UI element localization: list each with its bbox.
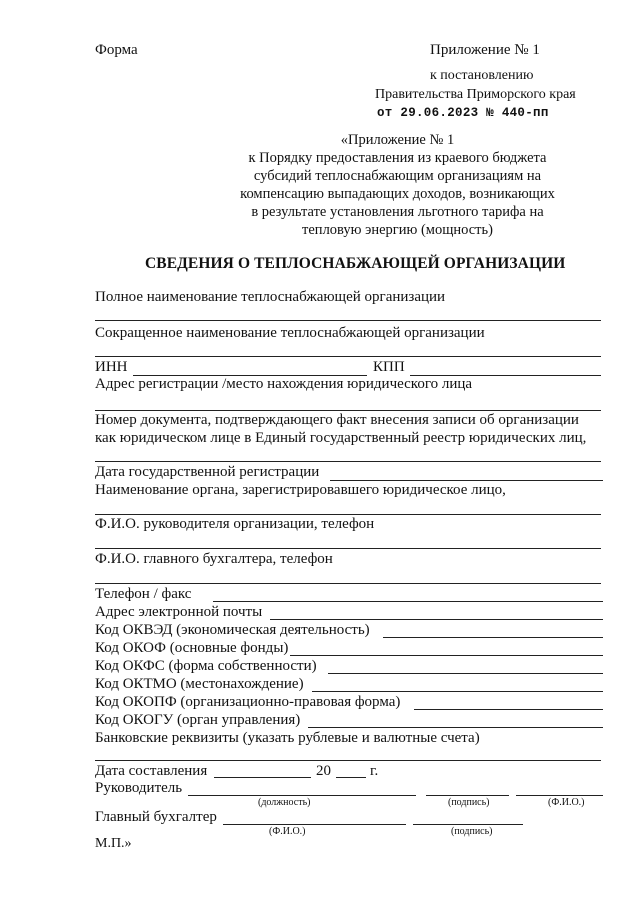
kpp-label: КПП [373,359,405,375]
caption-fio: (Ф.И.О.) [548,797,585,808]
accountant-fio-line[interactable] [223,824,406,825]
annex-line: в результате установления льготного тарифа на [251,204,544,220]
email-line[interactable] [270,619,603,620]
form-label: Форма [95,42,138,58]
email-label: Адрес электронной почты [95,604,263,620]
full-name-line[interactable] [95,320,601,321]
address-label: Адрес регистрации /место нахождения юридического лица [95,376,473,392]
annex-line: «Приложение № 1 [340,132,455,148]
doc-number-label: Номер документа, подтверждающего факт внесения записи об организации [95,412,579,428]
caption-fio-2: (Ф.И.О.) [269,826,306,837]
okof-line[interactable] [290,655,603,656]
reg-date-line[interactable] [330,480,603,481]
annex-line: к Порядку предоставления из краевого бюджета [248,150,547,166]
okfs-label: Код ОКФС (форма собственности) [95,658,317,674]
okogu-label: Код ОКОГУ (орган управления) [95,712,301,728]
bank-line[interactable] [95,760,601,761]
full-name-label: Полное наименование теплоснабжающей организации [95,289,446,305]
date-line[interactable] [214,777,311,778]
okopf-label: Код ОКОПФ (организационно-правовая форма) [95,694,401,710]
reg-authority-label: Наименование органа, зарегистрировавшего юридическое лицо, [95,482,506,498]
annex-line: компенсацию выпадающих доходов, возникающих [240,186,555,202]
to-resolution: к постановлению [430,68,534,83]
okfs-line[interactable] [328,673,603,674]
okof-label: Код ОКОФ (основные фонды) [95,640,289,656]
short-name-line[interactable] [95,356,601,357]
reg-authority-line[interactable] [95,514,601,515]
director-label: Ф.И.О. руководителя организации, телефон [95,516,375,532]
phone-fax-label: Телефон / факс [95,586,192,602]
short-name-label: Сокращенное наименование теплоснабжающей организации [95,325,485,341]
reg-date-label: Дата государственной регистрации [95,464,320,480]
head-signature-line[interactable] [426,795,509,796]
okogu-line[interactable] [308,727,603,728]
annex-line: субсидий теплоснабжающим организациям на [253,168,542,184]
address-line[interactable] [95,410,601,411]
year-line[interactable] [336,777,366,778]
okved-line[interactable] [383,637,603,638]
year-prefix: 20 [316,763,331,779]
caption-signature: (подпись) [448,797,490,808]
oktmo-label: Код ОКТМО (местонахождение) [95,676,304,692]
annex-block [225,131,570,239]
resolution-number: от 29.06.2023 № 440-пп [377,106,549,120]
oktmo-line[interactable] [312,691,603,692]
caption-signature-2: (подпись) [451,826,493,837]
doc-number-label-2: как юридическом лице в Единый государственный реестр юридических лиц, [95,430,587,446]
director-line[interactable] [95,548,601,549]
accountant-label: Ф.И.О. главного бухгалтера, телефон [95,551,333,567]
head-label: Руководитель [95,780,183,796]
head-fio-line[interactable] [516,795,603,796]
appendix-label: Приложение № 1 [430,42,540,58]
page-title: СВЕДЕНИЯ О ТЕПЛОСНАБЖАЮЩЕЙ ОРГАНИЗАЦИИ [145,255,566,272]
caption-position: (должность) [258,797,311,808]
okved-label: Код ОКВЭД (экономическая деятельность) [95,622,370,638]
annex-line: тепловую энергию (мощность) [302,222,493,238]
doc-number-line[interactable] [95,461,601,462]
year-suffix: г. [370,763,379,779]
accountant-signature-line[interactable] [413,824,523,825]
date-label: Дата составления [95,763,208,779]
head-position-line[interactable] [188,795,416,796]
chief-accountant-label: Главный бухгалтер [95,809,217,825]
phone-fax-line[interactable] [213,601,603,602]
accountant-line[interactable] [95,583,601,584]
government-name: Правительства Приморского края [375,87,576,102]
stamp-label: М.П.» [95,836,132,851]
okopf-line[interactable] [414,709,603,710]
bank-label: Банковские реквизиты (указать рублевые и валютные счета) [95,730,480,746]
inn-label: ИНН [95,359,128,375]
